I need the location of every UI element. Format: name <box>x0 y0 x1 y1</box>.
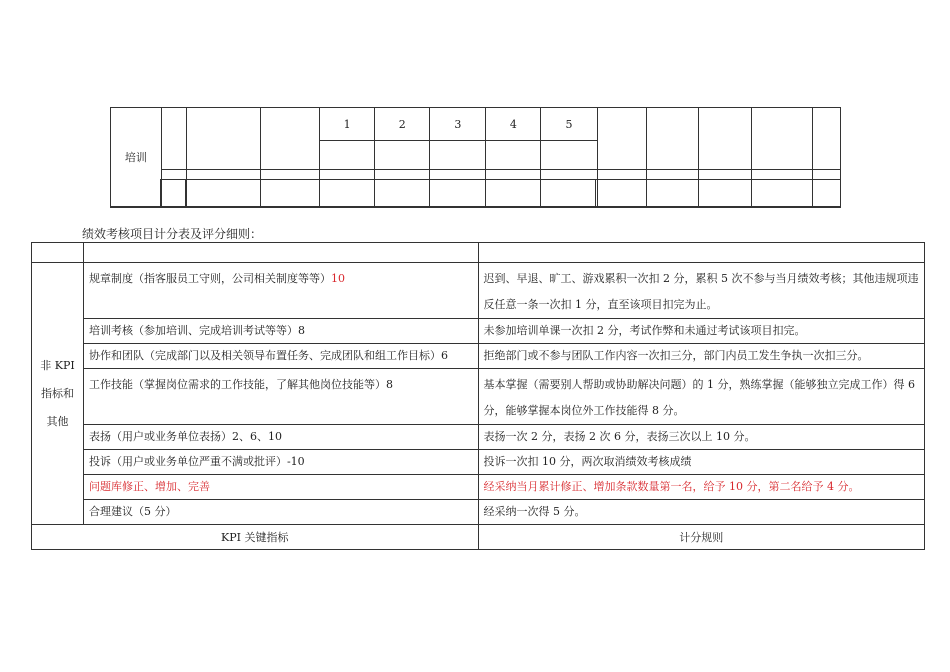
kpi-cell <box>83 450 478 475</box>
rule-cell <box>478 263 924 319</box>
kpi-text: 培训考核（参加培训、完成培训考试等等）8 <box>88 324 305 337</box>
training-label: 培训 <box>124 151 147 164</box>
kpi-cell <box>83 369 478 425</box>
kpi-text: 合理建议（5 分） <box>88 505 177 518</box>
kpi-cell <box>83 319 478 344</box>
rule-text: 经采纳一次得 5 分。 <box>483 505 586 518</box>
rule-cell <box>478 425 924 450</box>
kpi-cell <box>83 500 478 525</box>
rule-cell <box>478 344 924 369</box>
kpi-text: 协作和团队（完成部门以及相关领导布置任务、完成团队和组工作目标）6 <box>88 349 448 362</box>
scoring-table <box>31 242 925 550</box>
kpi-text: 工作技能（掌握岗位需求的工作技能，了解其他岗位技能等）8 <box>88 378 393 391</box>
kpi-cell <box>83 475 478 500</box>
rule-cell <box>478 475 924 500</box>
rule-text: 表扬一次 2 分，表扬 2 次 6 分，表扬三次以上 10 分。 <box>483 430 756 443</box>
kpi-text: 表扬（用户或业务单位表扬）2、6、10 <box>88 430 282 443</box>
kpi-cell <box>83 344 478 369</box>
category-label: 非 KPI 指标和 其他 <box>40 358 75 428</box>
footer-kpi-label: KPI 关键指标 <box>221 531 289 544</box>
number-cell: 3 <box>430 108 486 141</box>
rule-cell <box>478 369 924 425</box>
number-cell: 2 <box>375 108 430 141</box>
footer-kpi-cell <box>32 525 479 550</box>
footer-rule-label: 计分规则 <box>679 531 724 544</box>
rule-text: 迟到、早退、旷工、游戏累积一次扣 2 分，累积 5 次不参与当月绩效考核；其他违规项违反任意一条一次扣 1 分，直至该项目扣完为止。 <box>483 272 919 311</box>
category-cell <box>32 263 84 525</box>
number-cell: 4 <box>486 108 541 141</box>
footer-rule-cell <box>478 525 924 550</box>
kpi-text: 投诉（用户或业务单位严重不满或批评）-10 <box>88 455 305 468</box>
kpi-text: 规章制度（指客服员工守则，公司相关制度等等）10 <box>88 272 345 285</box>
rule-cell <box>478 450 924 475</box>
rule-text: 基本掌握（需要别人帮助或协助解决问题）的 1 分，熟练掌握（能够独立完成工作）得 6 分，能够掌握本岗位外工作技能得 8 分。 <box>483 378 915 417</box>
training-table-extra-row <box>110 179 841 208</box>
rule-text: 未参加培训单课一次扣 2 分，考试作弊和未通过考试该项目扣完。 <box>483 324 806 337</box>
kpi-score: 10 <box>330 272 345 285</box>
rule-text: 拒绝部门或不参与团队工作内容一次扣三分，部门内员工发生争执一次扣三分。 <box>483 349 869 362</box>
kpi-text: 问题库修正、增加、完善 <box>88 480 210 493</box>
section-heading: 绩效考核项目计分表及评分细则： <box>82 227 263 241</box>
kpi-cell <box>83 425 478 450</box>
rule-text: 经采纳当月累计修正、增加条款数量第一名，给予 10 分，第二名给予 4 分。 <box>483 480 860 493</box>
rule-cell <box>478 319 924 344</box>
rule-cell <box>478 500 924 525</box>
kpi-cell <box>83 263 478 319</box>
number-cell: 5 <box>541 108 597 141</box>
number-cell: 1 <box>320 108 375 141</box>
rule-text: 投诉一次扣 10 分，两次取消绩效考核成绩 <box>483 455 692 468</box>
